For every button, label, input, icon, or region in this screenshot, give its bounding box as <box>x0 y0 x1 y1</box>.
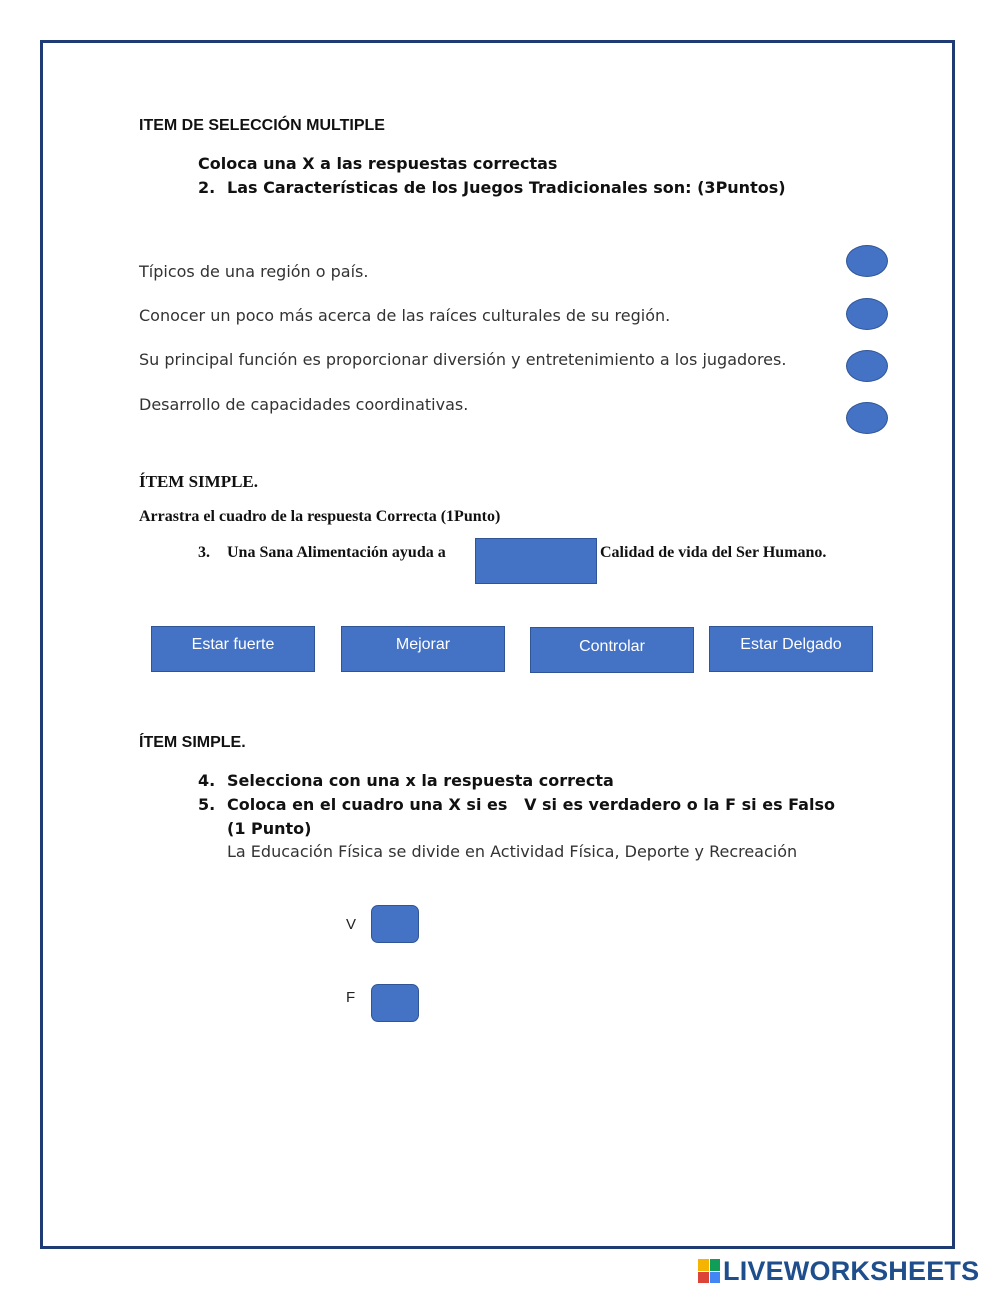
answer-drop-zone[interactable] <box>475 538 597 584</box>
true-label: V <box>346 916 357 933</box>
option-1-text: Típicos de una región o país. <box>139 262 369 281</box>
choice-estar-fuerte[interactable]: Estar fuerte <box>151 626 315 672</box>
option-3-text: Su principal función es proporcionar diversión y entretenimiento a los jugadores. <box>139 350 787 369</box>
option-2-checkbox[interactable] <box>846 298 888 330</box>
option-1-checkbox[interactable] <box>846 245 888 277</box>
item-5-points: (1 Punto) <box>227 819 312 838</box>
section2-heading: ÍTEM SIMPLE. <box>139 472 259 491</box>
question-3-text-after: Calidad de vida del Ser Humano. <box>600 544 827 561</box>
option-2-text: Conocer un poco más acerca de las raíces culturales de su región. <box>139 306 671 325</box>
true-answer-box[interactable] <box>371 905 419 943</box>
item-4-number: 4. <box>198 771 216 790</box>
liveworksheets-logo-icon <box>698 1259 720 1283</box>
question-2-number: 2. <box>198 178 216 197</box>
false-answer-box[interactable] <box>371 984 419 1022</box>
choice-mejorar[interactable]: Mejorar <box>341 626 505 672</box>
choice-estar-delgado[interactable]: Estar Delgado <box>709 626 873 672</box>
liveworksheets-logo <box>698 1256 979 1286</box>
true-false-statement: La Educación Física se divide en Actividad Física, Deporte y Recreación <box>227 842 798 861</box>
liveworksheets-logo-text: LIVEWORKSHEETS <box>723 1255 980 1286</box>
item-5-number: 5. <box>198 795 216 814</box>
question-3-text-before: Una Sana Alimentación ayuda a <box>227 544 446 561</box>
option-4-text: Desarrollo de capacidades coordinativas. <box>139 395 469 414</box>
item-4-text: Selecciona con una x la respuesta correcta <box>227 771 614 790</box>
false-label: F <box>346 989 356 1006</box>
question-3-number: 3. <box>198 544 210 561</box>
option-4-checkbox[interactable] <box>846 402 888 434</box>
question-2-text: Las Características de los Juegos Tradicionales son: (3Puntos) <box>227 178 786 197</box>
section2-instruction: Arrastra el cuadro de la respuesta Correcta (1Punto) <box>139 508 501 525</box>
section1-heading: ITEM DE SELECCIÓN MULTIPLE <box>139 117 385 134</box>
choice-controlar[interactable]: Controlar <box>530 627 694 673</box>
item-5-text: Coloca en el cuadro una X si es V si es verdadero o la F si es Falso <box>227 795 835 814</box>
option-3-checkbox[interactable] <box>846 350 888 382</box>
section3-heading: ÍTEM SIMPLE. <box>139 734 246 751</box>
section1-instruction: Coloca una X a las respuestas correctas <box>198 154 558 173</box>
